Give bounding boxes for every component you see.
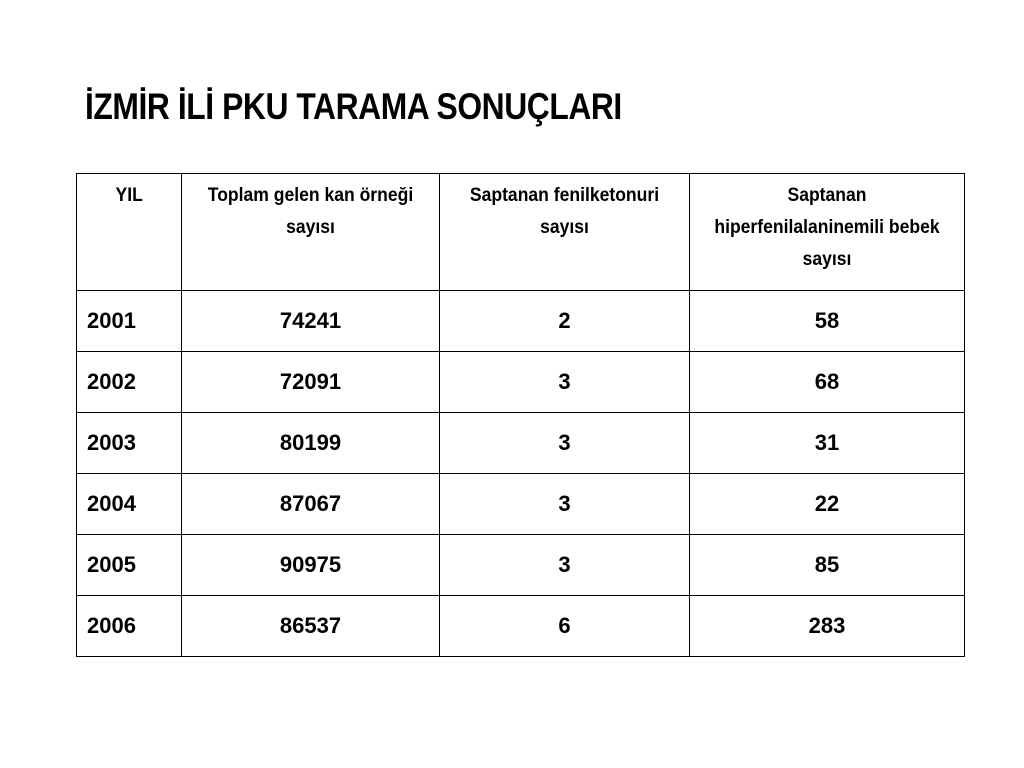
table-header-row — [77, 174, 965, 291]
table-row — [77, 535, 965, 596]
header-hpa-count: Saptanan hiperfenilalaninemili bebek sayısı — [690, 174, 965, 291]
table-row — [77, 596, 965, 657]
cell-pku-count: 2 — [440, 291, 690, 352]
cell-pku-count: 3 — [440, 535, 690, 596]
cell-hpa-count: 85 — [690, 535, 965, 596]
table-row — [77, 291, 965, 352]
cell-total-samples: 86537 — [182, 596, 440, 657]
cell-year: 2002 — [77, 352, 182, 413]
cell-year: 2004 — [77, 474, 182, 535]
header-pku-count: Saptanan fenilketonuri sayısı — [440, 174, 690, 291]
cell-total-samples: 87067 — [182, 474, 440, 535]
cell-total-samples: 72091 — [182, 352, 440, 413]
cell-pku-count: 3 — [440, 352, 690, 413]
table-row — [77, 413, 965, 474]
cell-hpa-count: 68 — [690, 352, 965, 413]
cell-year: 2005 — [77, 535, 182, 596]
cell-total-samples: 90975 — [182, 535, 440, 596]
cell-hpa-count: 22 — [690, 474, 965, 535]
cell-pku-count: 6 — [440, 596, 690, 657]
slide-title: İZMİR İLİ PKU TARAMA SONUÇLARI — [85, 86, 622, 127]
cell-total-samples: 80199 — [182, 413, 440, 474]
cell-pku-count: 3 — [440, 413, 690, 474]
cell-hpa-count: 283 — [690, 596, 965, 657]
cell-pku-count: 3 — [440, 474, 690, 535]
table-row — [77, 352, 965, 413]
table-row — [77, 474, 965, 535]
cell-total-samples: 74241 — [182, 291, 440, 352]
header-year: YIL — [77, 174, 182, 291]
cell-year: 2001 — [77, 291, 182, 352]
cell-hpa-count: 58 — [690, 291, 965, 352]
cell-year: 2006 — [77, 596, 182, 657]
cell-year: 2003 — [77, 413, 182, 474]
cell-hpa-count: 31 — [690, 413, 965, 474]
pku-screening-table — [76, 173, 965, 657]
header-total-samples: Toplam gelen kan örneği sayısı — [182, 174, 440, 291]
